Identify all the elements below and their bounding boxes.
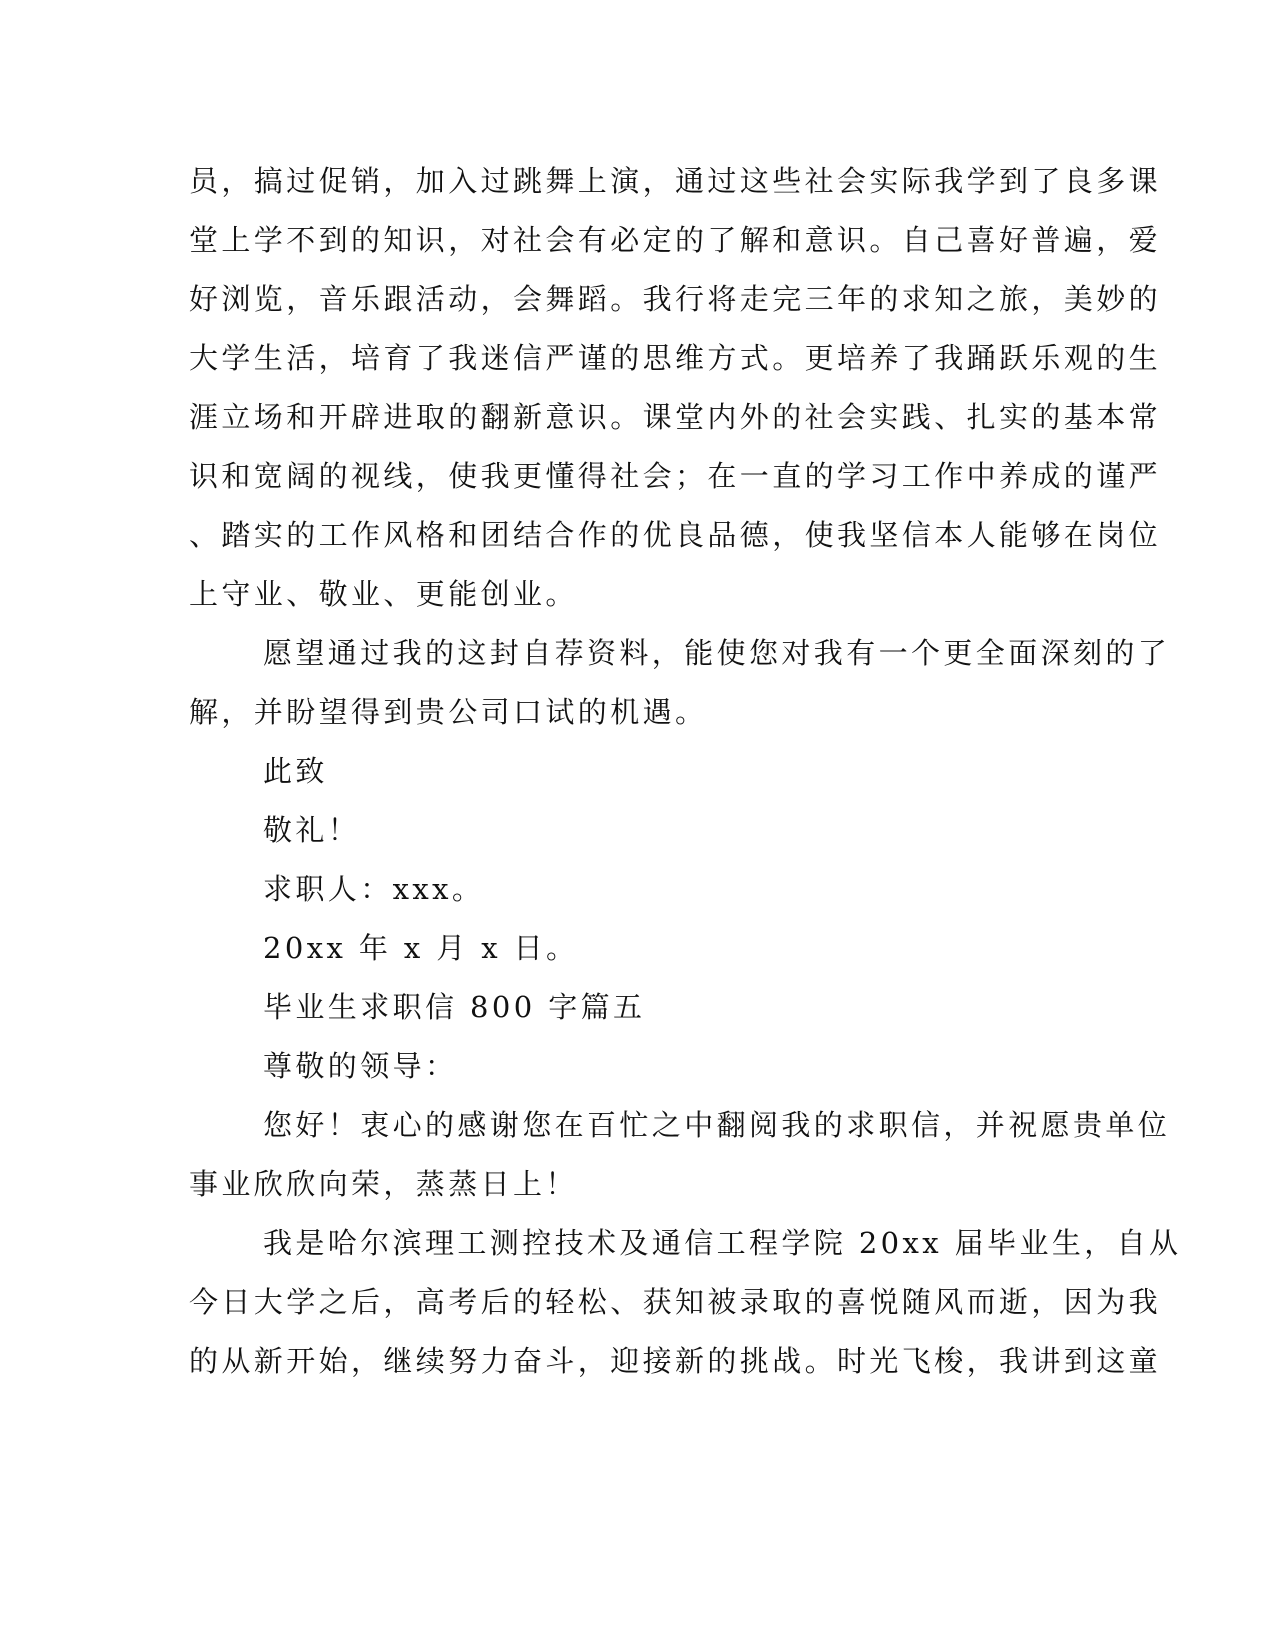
section-heading: 毕业生求职信 800 字篇五 [263, 990, 646, 1024]
text-line: 堂上学不到的知识，对社会有必定的了解和意识。自己喜好普遍，爱 [189, 223, 1162, 257]
paragraph-start: 愿望通过我的这封自荐资料，能使您对我有一个更全面深刻的了 [263, 636, 1171, 670]
letter-date: 20xx 年 x 月 x 日。 [263, 931, 579, 965]
text-line: 事业欣欣向荣，蒸蒸日上！ [189, 1167, 578, 1201]
text-line: 解，并盼望得到贵公司口试的机遇。 [189, 695, 708, 729]
text-line: 的从新开始，继续努力奋斗，迎接新的挑战。时光飞梭，我讲到这童 [189, 1344, 1162, 1378]
text-line: 好浏览，音乐跟活动，会舞蹈。我行将走完三年的求知之旅，美妙的 [189, 282, 1162, 316]
greeting: 尊敬的领导： [263, 1049, 458, 1083]
paragraph-start: 我是哈尔滨理工测控技术及通信工程学院 20xx 届毕业生，自从 [263, 1226, 1182, 1260]
text-line: 涯立场和开辟进取的翻新意识。课堂内外的社会实践、扎实的基本常 [189, 400, 1162, 434]
paragraph-start: 您好！衷心的感谢您在百忙之中翻阅我的求职信，并祝愿贵单位 [263, 1108, 1171, 1142]
text-line: 识和宽阔的视线，使我更懂得社会；在一直的学习工作中养成的谨严 [189, 459, 1162, 493]
text-line: 、踏实的工作风格和团结合作的优良品德，使我坚信本人能够在岗位 [189, 518, 1162, 552]
applicant-signature: 求职人：xxx。 [263, 872, 485, 906]
text-line: 员，搞过促销，加入过跳舞上演，通过这些社会实际我学到了良多课 [189, 164, 1162, 198]
text-line: 大学生活，培育了我迷信严谨的思维方式。更培养了我踊跃乐观的生 [189, 341, 1162, 375]
closing-salutation: 此致 [263, 754, 328, 788]
closing-regards: 敬礼！ [263, 813, 361, 847]
text-line: 上守业、敬业、更能创业。 [189, 577, 578, 611]
text-line: 今日大学之后，高考后的轻松、获知被录取的喜悦随风而逝，因为我 [189, 1285, 1162, 1319]
